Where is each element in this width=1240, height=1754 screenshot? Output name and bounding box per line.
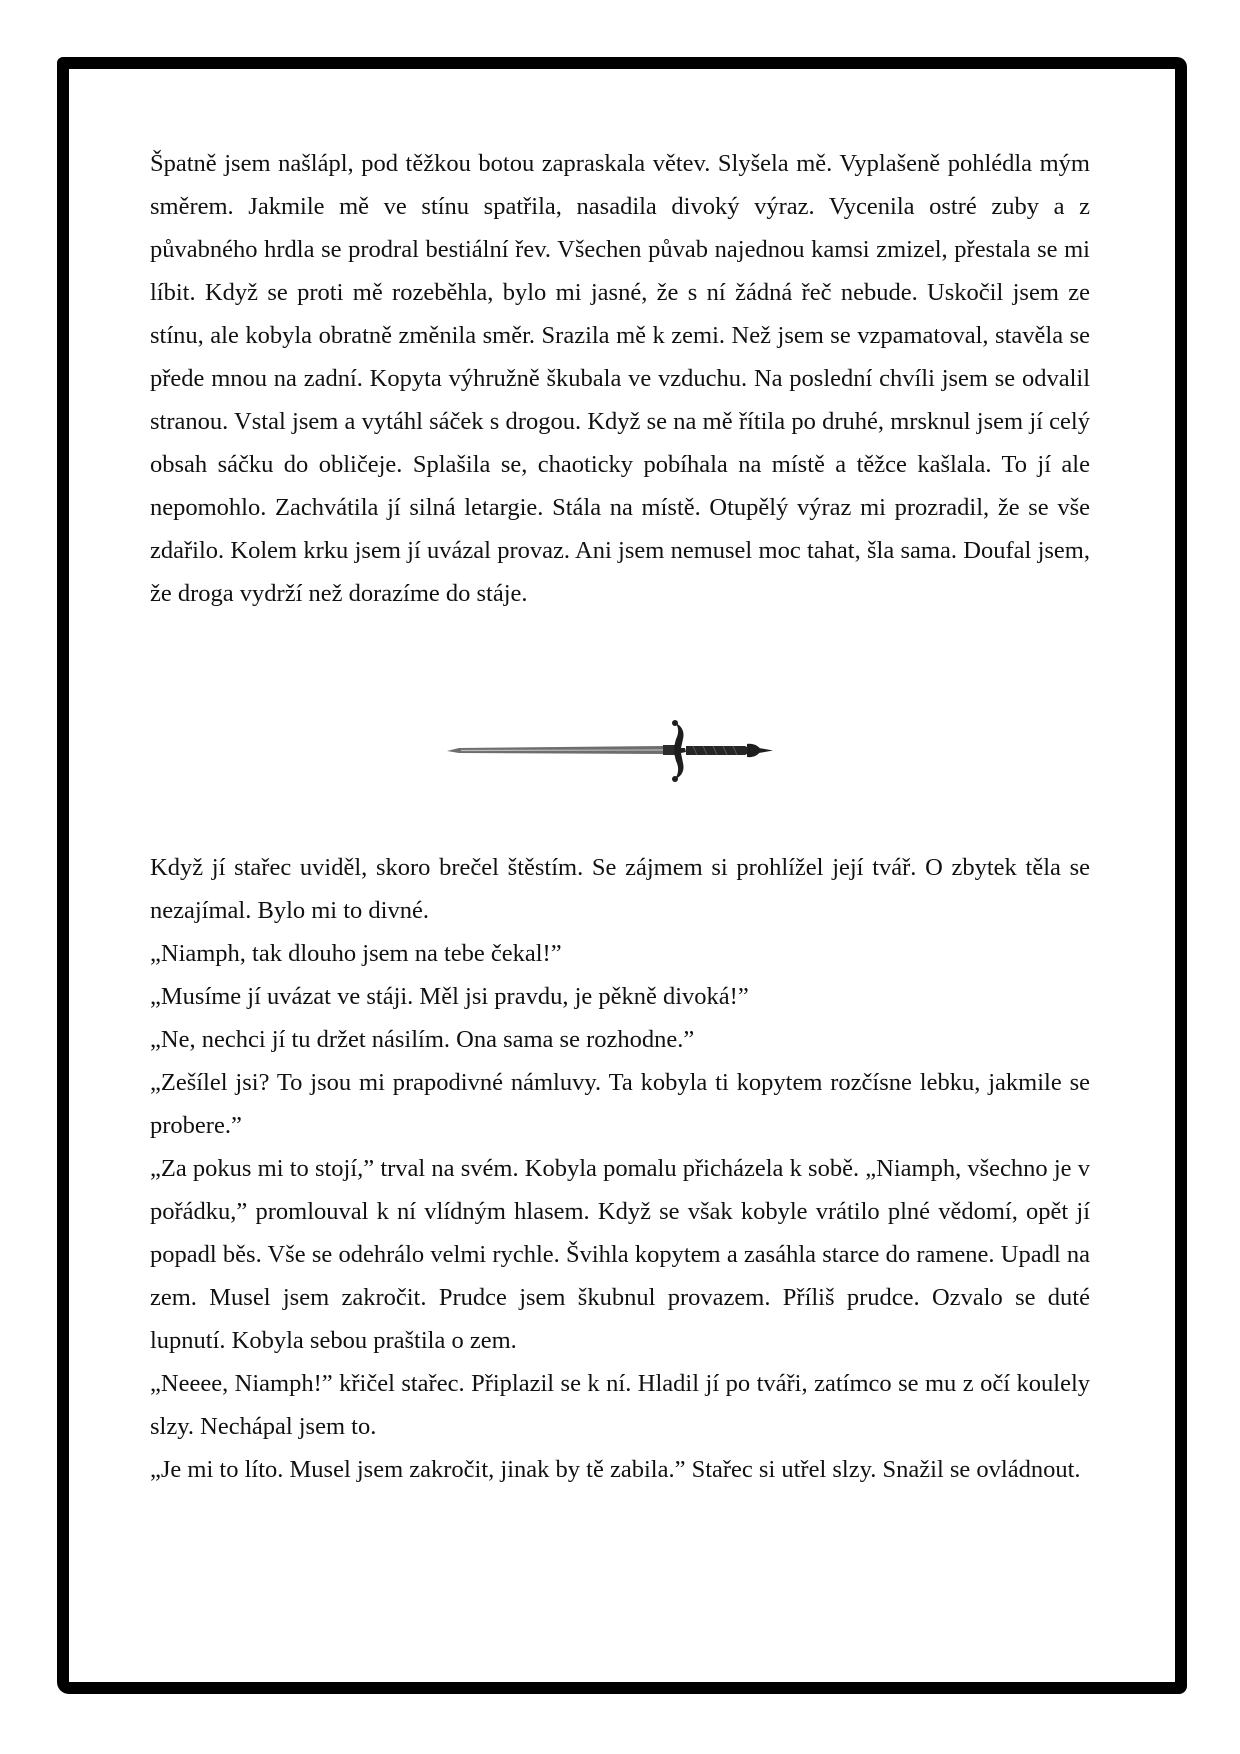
- story-section-1: [150, 142, 1090, 615]
- paragraph: Když jí stařec uviděl, skoro brečel štěstím. Se zájmem si prohlížel její tvář. O zbytek těla se nezajímal. Bylo mi to divné.: [150, 854, 1090, 924]
- paragraph: „Je mi to líto. Musel jsem zakročit, jinak by tě zabila.” Stařec si utřel slzy. Snažil se ovládnout.: [150, 1456, 1081, 1483]
- paragraph: „Zešílel jsi? To jsou mi prapodivné námluvy. Ta kobyla ti kopytem rozčísne lebku, jakmile se probere.”: [150, 1069, 1090, 1139]
- paragraph: „Niamph, tak dlouho jsem na tebe čekal!”: [150, 940, 562, 967]
- story-section-2: [150, 846, 1090, 1491]
- paragraph: „Za pokus mi to stojí,” trval na svém. Kobyla pomalu přicházela k sobě. „Niamph, všechno je v pořádku,” promlouval k ní vlídným hlasem. Když se však kobyle vrátilo plné vědomí, opět jí popadl běs. Vše se odehrálo velmi rychle. Švihla kopytem a zasáhla starce do ramene. Upadl na zem. Musel jsem zakročit. Prudce jsem škubnul provazem. Příliš prudce. Ozvalo se duté lupnutí. Kobyla sebou praštila o zem.: [150, 1155, 1090, 1354]
- paragraph: „Neeee, Niamph!” křičel stařec. Připlazil se k ní. Hladil jí po tváři, zatímco se mu z očí koulely slzy. Nechápal jsem to.: [150, 1370, 1090, 1440]
- paragraph: „Musíme jí uvázat ve stáji. Měl jsi pravdu, je pěkně divoká!”: [150, 983, 749, 1010]
- paragraph: „Ne, nechci jí tu držet násilím. Ona sama se rozhodne.”: [150, 1026, 695, 1053]
- paragraph: Špatně jsem našlápl, pod těžkou botou zapraskala větev. Slyšela mě. Vyplašeně pohlédla mým směrem. Jakmile mě ve stínu spatřila, nasadila divoký výraz. Vycenila ostré zuby a z půvabného hrdla se prodral bestiální řev. Všechen půvab najednou kamsi zmizel, přestala se mi líbit. Když se proti mě rozeběhla, bylo mi jasné, že s ní žádná řeč nebude. Uskočil jsem ze stínu, ale kobyla obratně změnila směr. Srazila mě k zemi. Než jsem se vzpamatoval, stavěla se přede mnou na zadní. Kopyta výhružně škubala ve vzduchu. Na poslední chvíli jsem se odvalil stranou. Vstal jsem a vytáhl sáček s drogou. Když se na mě řítila po druhé, mrsknul jsem jí celý obsah sáčku do obličeje. Splašila se, chaoticky pobíhala na místě a těžce kašlala. To jí ale nepomohlo. Zachvátila jí silná letargie. Stála na místě. Otupělý výraz mi prozradil, že se vše zdařilo. Kolem krku jsem jí uvázal provaz. Ani jsem nemusel moc tahat, šla sama. Doufal jsem, že droga vydrží než dorazíme do stáje.: [150, 150, 1090, 607]
- sword-icon: [445, 715, 795, 785]
